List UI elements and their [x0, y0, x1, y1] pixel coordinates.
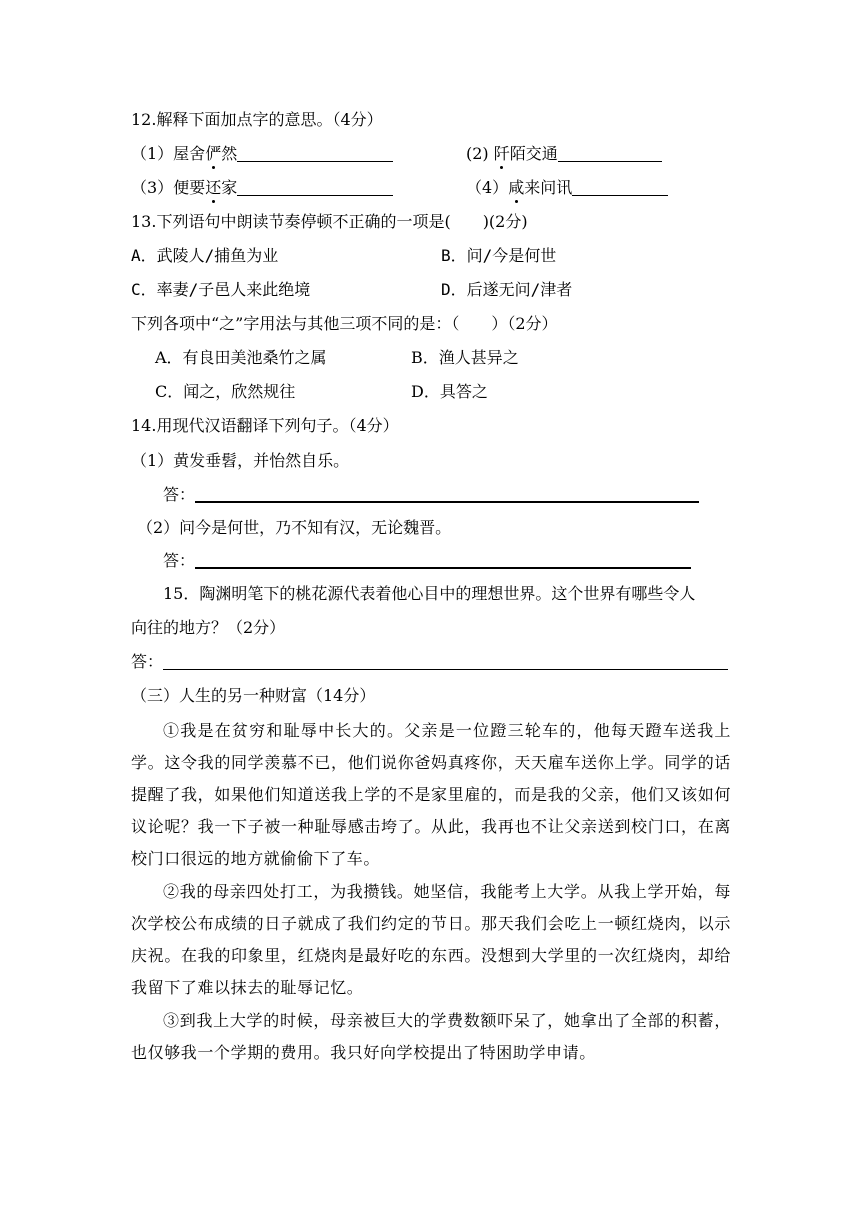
- q12-item-4-prefix: （4）: [466, 178, 509, 197]
- q12-item-1-dotted: 俨: [205, 144, 222, 163]
- section3-paragraph-2: ②我的母亲四处打工，为我攒钱。她坚信，我能考上大学。从我上学开始，每次学校公布成绩的日子就成了我们约定的节日。那天我们会吃上一顿红烧肉，以示庆祝。在我的印象里，红烧肉是最好吃的东西。没想到大学里的一次红烧肉，却给我留下了难以抹去的耻辱记忆。: [131, 882, 731, 997]
- q12-item-4-dotted: 咸: [508, 178, 525, 197]
- q14-sentence-2: （2）问今是何世，乃不知有汉，无论魏晋。: [137, 518, 452, 537]
- q13-title: 13.下列语句中朗读节奏停顿不正确的一项是( )(2分): [131, 212, 528, 231]
- q12-item-1: [131, 144, 393, 164]
- q12-item-2-prefix: (2): [466, 144, 494, 163]
- q-zhi-option-a: A．有良田美池桑竹之属: [155, 348, 327, 367]
- q12-item-2-dotted: 阡: [493, 144, 510, 163]
- section3-paragraph-1: ①我是在贫穷和耻辱中长大的。父亲是一位蹬三轮车的，他每天蹬车送我上学。这令我的同学羡慕不已，他们说你爸妈真疼你，天天雇车送你上学。同学的话提醒了我，如果他们知道送我上学的不是家里雇的，而是我的父亲，他们又该如何议论呢？我一下子被一种耻辱感击垮了。从此，我再也不让父亲送到校门口，在离校门口很远的地方就偷偷下了车。: [131, 721, 731, 868]
- q15-line-1: 15．陶渊明笔下的桃花源代表着他心目中的理想世界。这个世界有哪些令人: [163, 584, 696, 603]
- q12-item-3-prefix: （3）便要: [131, 178, 206, 197]
- q15-line-2: 向往的地方？（2分）: [131, 618, 286, 637]
- q14-answer-2-label: 答：: [163, 551, 196, 570]
- q13-option-d: D．后遂无问/津者: [441, 280, 573, 299]
- q12-title: 12.解释下面加点字的意思。（4分）: [131, 110, 383, 129]
- q14-sentence-1: （1）黄发垂髫，并怡然自乐。: [131, 451, 350, 470]
- q12-item-2-blank[interactable]: [558, 145, 662, 162]
- q14-answer-2: [163, 551, 691, 571]
- q15-answer: [131, 652, 728, 672]
- q12-item-3-dotted: 还: [205, 178, 222, 197]
- q12-item-2-suffix: 陌交通: [509, 144, 558, 163]
- q14-answer-2-blank[interactable]: [195, 551, 691, 569]
- q12-item-3-suffix: 家: [221, 178, 238, 197]
- q13-option-b: B．问/今是何世: [441, 246, 557, 265]
- q12-item-3: [131, 178, 393, 198]
- q14-answer-1-blank[interactable]: [195, 485, 699, 503]
- q12-item-1-prefix: （1）屋舍: [131, 144, 206, 163]
- q12-item-4: [466, 178, 668, 198]
- q12-item-1-suffix: 然: [221, 144, 238, 163]
- q14-answer-1: [163, 485, 699, 505]
- q15-answer-blank[interactable]: [163, 653, 728, 670]
- q12-item-4-blank[interactable]: [572, 179, 668, 196]
- section3-paragraph-3: ③到我上大学的时候，母亲被巨大的学费数额吓呆了，她拿出了全部的积蓄，也仅够我一个学期的费用。我只好向学校提出了特困助学申请。: [131, 1011, 731, 1062]
- section3-heading: （三）人生的另一种财富（14分）: [131, 686, 376, 705]
- q13-option-a: A．武陵人/捕鱼为业: [131, 246, 279, 265]
- q14-title: 14.用现代汉语翻译下列句子。（4分）: [131, 416, 399, 435]
- q-zhi-option-b: B．渔人甚异之: [411, 348, 519, 367]
- q12-item-2: [466, 144, 662, 164]
- q12-item-1-blank[interactable]: [237, 145, 393, 162]
- q12-item-4-suffix: 来问讯: [524, 178, 573, 197]
- q15-answer-label: 答：: [131, 652, 164, 671]
- q14-answer-1-label: 答：: [163, 485, 196, 504]
- q12-item-3-blank[interactable]: [237, 179, 393, 196]
- q-zhi-option-d: D．具答之: [411, 382, 488, 401]
- q13-option-c: C．率妻/子邑人来此绝境: [131, 280, 311, 299]
- q-zhi-option-c: C．闻之，欣然规往: [155, 382, 296, 401]
- q-zhi-title: 下列各项中“之”字用法与其他三项不同的是：（ ）（2分）: [131, 314, 558, 333]
